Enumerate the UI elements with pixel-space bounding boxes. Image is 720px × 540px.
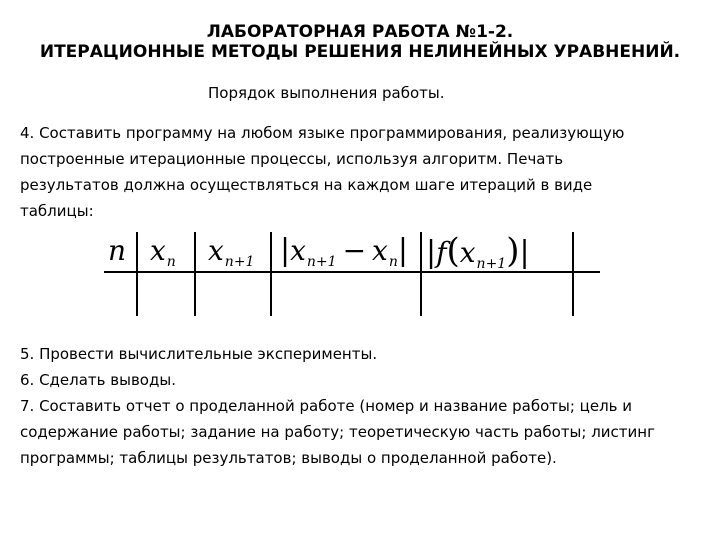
step-6-paragraph: 6. Сделать выводы. xyxy=(20,371,176,389)
table-column-divider xyxy=(420,232,422,316)
header-n: n xyxy=(108,234,127,267)
header-abs-difference: $|x_{n+1} - x_n|$ xyxy=(280,233,408,270)
header-abs-function-value: $|f(x_{n+1})|$ xyxy=(426,231,530,272)
header-x-n-plus-1: $x_{n+1}$ xyxy=(208,234,255,270)
step-4-line: результатов должна осуществляться на каждом шаге итераций в виде xyxy=(20,176,593,194)
title-line-2: ИТЕРАЦИОННЫЕ МЕТОДЫ РЕШЕНИЯ НЕЛИНЕЙНЫХ УРАВНЕНИЙ. xyxy=(39,42,681,62)
step-5-paragraph: 5. Провести вычислительные эксперименты. xyxy=(20,345,378,363)
step-4-line: построенные итерационные процессы, используя алгоритм. Печать xyxy=(20,150,564,168)
title-line-1: ЛАБОРАТОРНАЯ РАБОТА №1-2. xyxy=(206,22,514,42)
section-subtitle: Порядок выполнения работы. xyxy=(208,84,445,102)
step-4-line: таблицы: xyxy=(20,202,94,220)
table-column-divider xyxy=(270,232,272,316)
table-column-divider xyxy=(194,232,196,316)
table-header-divider xyxy=(104,271,600,273)
table-column-divider xyxy=(572,232,574,316)
step-4-line: 4. Составить программу на любом языке программирования, реализующую xyxy=(20,124,625,142)
iteration-results-table xyxy=(104,232,600,316)
table-column-divider xyxy=(136,232,138,316)
header-x-n: $x_n$ xyxy=(150,234,176,270)
step-4-paragraph xyxy=(20,120,710,224)
step-7-paragraph: 7. Составить отчет о проделанной работе (номер и название работы; цель и содержание работы; задание на работу; теоретическую часть работы; листинг программы; таблицы результатов; выводы о проделанной работе). xyxy=(20,397,655,467)
